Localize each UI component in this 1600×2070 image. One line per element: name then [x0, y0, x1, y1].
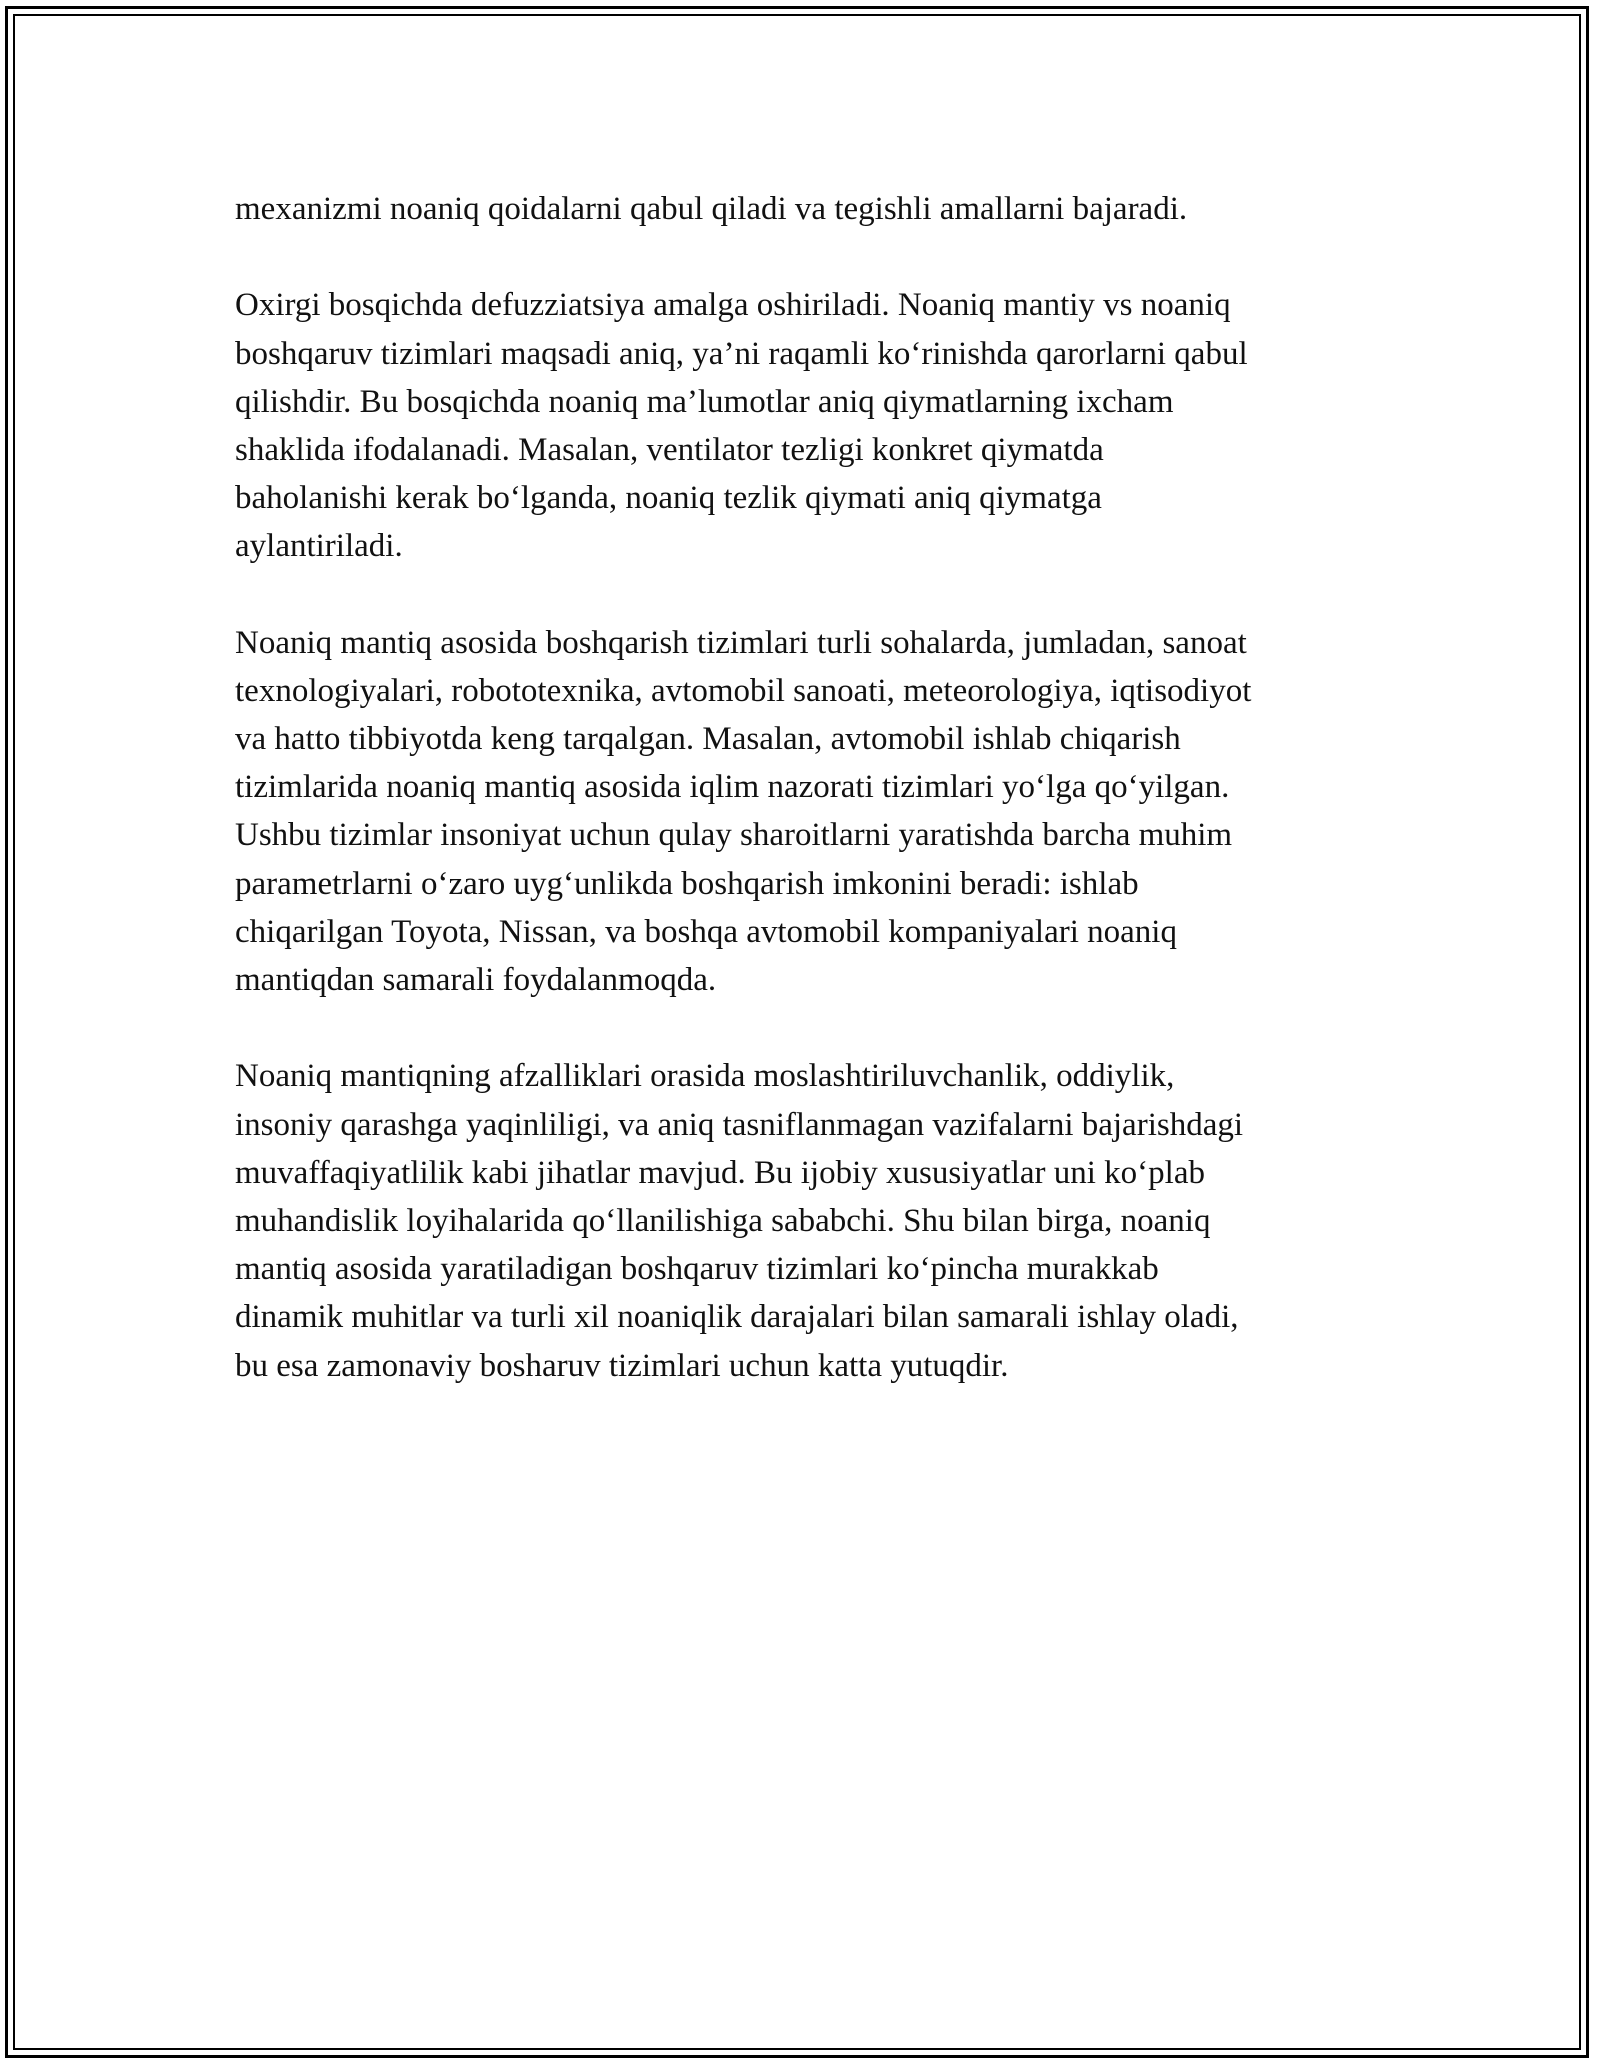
text-line: mexanizmi noaniq qoidalarni qabul qiladi va tegishli amallarni bajaradi.: [235, 191, 1188, 227]
text-line: mantiq asosida yaratiladigan boshqaruv tizimlari ko‘pincha murakkab: [235, 1251, 1159, 1288]
text-line: texnologiyalari, robototexnika, avtomobil sanoati, meteorologiya, iqtisodiyot: [235, 672, 1252, 709]
paragraph-4: [235, 1052, 1375, 1389]
text-line: bu esa zamonaviy bosharuv tizimlari uchun katta yutuqdir.: [235, 1347, 1009, 1384]
paragraph-3: [235, 619, 1375, 1005]
paragraph-1: [235, 185, 1375, 233]
text-line: baholanishi kerak bo‘lganda, noaniq tezlik qiymati aniq qiymatga: [235, 480, 1102, 517]
text-line: aylantiriladi.: [235, 528, 403, 565]
text-line: muvaffaqiyatlilik kabi jihatlar mavjud. Bu ijobiy xususiyatlar uni ko‘plab: [235, 1154, 1205, 1191]
text-line: Noaniq mantiq asosida boshqarish tizimlari turli sohalarda, jumladan, sanoat: [235, 624, 1247, 661]
text-line: qilishdir. Bu bosqichda noaniq ma’lumotlar aniq qiymatlarning ixcham: [235, 383, 1174, 420]
text-line: Ushbu tizimlar insoniyat uchun qulay sharoitlarni yaratishda barcha muhim: [235, 817, 1233, 854]
text-line: Oxirgi bosqichda defuzziatsiya amalga oshiriladi. Noaniq mantiy vs noaniq: [235, 287, 1231, 324]
document-body: [235, 185, 1375, 1438]
text-line: boshqaruv tizimlari maqsadi aniq, ya’ni raqamli ko‘rinishda qarorlarni qabul: [235, 335, 1248, 372]
text-line: va hatto tibbiyotda keng tarqalgan. Masalan, avtomobil ishlab chiqarish: [235, 721, 1181, 758]
text-line: Noaniq mantiqning afzalliklari orasida moslashtiriluvchanlik, oddiylik,: [235, 1058, 1175, 1095]
text-line: shaklida ifodalanadi. Masalan, ventilator tezligi konkret qiymatda: [235, 431, 1104, 468]
paragraph-2: [235, 281, 1375, 570]
text-line: insoniy qarashga yaqinliligi, va aniq tasniflanmagan vazifalarni bajarishdagi: [235, 1106, 1244, 1143]
text-line: tizimlarida noaniq mantiq asosida iqlim nazorati tizimlari yo‘lga qo‘yilgan.: [235, 769, 1230, 806]
text-line: parametrlarni o‘zaro uyg‘unlikda boshqarish imkonini beradi: ishlab: [235, 865, 1139, 902]
text-line: dinamik muhitlar va turli xil noaniqlik darajalari bilan samarali ishlay oladi,: [235, 1299, 1239, 1336]
text-line: muhandislik loyihalarida qo‘llanilishiga sababchi. Shu bilan birga, noaniq: [235, 1202, 1211, 1239]
text-line: mantiqdan samarali foydalanmoqda.: [235, 962, 717, 998]
text-line: chiqarilgan Toyota, Nissan, va boshqa avtomobil kompaniyalari noaniq: [235, 913, 1177, 950]
